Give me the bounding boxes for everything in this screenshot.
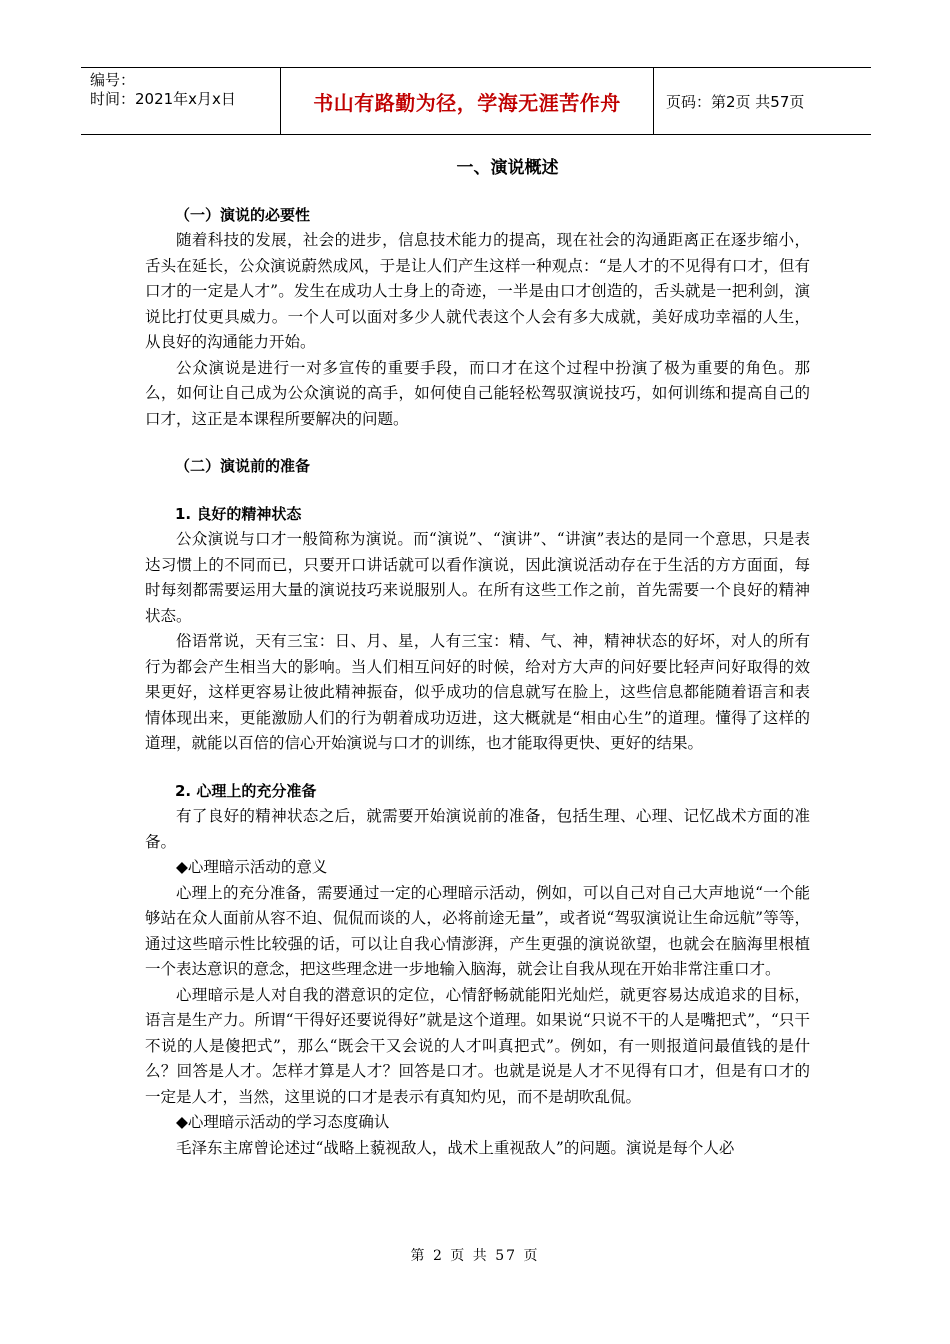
header-meta [81, 68, 281, 134]
subsection-heading-psychological-prep: 2. 心理上的充分准备 [175, 781, 317, 800]
paragraph: 公众演说是进行一对多宣传的重要手段，而口才在这个过程中扮演了极为重要的角色。那么，如何让自己成为公众演说的高手，如何使自己能轻松驾驭演说技巧，如何训练和提高自己的口才，这正是本课程所要解决的问题。 [145, 358, 810, 428]
paragraph: 公众演说与口才一般简称为演说。而“演说”、“演讲”、“讲演”表达的是同一个意思，只是表达习惯上的不同而已，只要开口讲话就可以看作演说，因此演说活动存在于生活的方方面面，每时每刻都需要运用大量的演说技巧来说服别人。在所有这些工作之前，首先需要一个良好的精神状态。 [145, 530, 810, 625]
paragraph: 毛泽东主席曾论述过“战略上藐视敌人，战术上重视敌人”的问题。演说是每个人必 [176, 1138, 735, 1157]
paragraph: 俗语常说，天有三宝：日、月、星，人有三宝：精、气、神，精神状态的好坏，对人的所有行为都会产生相当大的影响。当人们相互问好的时候，给对方大声的问好要比轻声问好取得的效果更好，这样更容易让彼此精神振奋，似乎成功的信息就写在脸上，这些信息都能随着语言和表情体现出来，更能激励人们的行为朝着成功迈进，这大概就是“相由心生”的道理。懂得了这样的道理，就能以百倍的信心开始演说与口才的训练，也才能取得更快、更好的结果。 [145, 632, 810, 752]
header-page-info: 页码：第2页 共57页 [666, 92, 805, 111]
page-header [81, 67, 871, 135]
paragraph: 心理暗示是人对自我的潜意识的定位，心情舒畅就能阳光灿烂，就更容易达成追求的目标，语言是生产力。所谓“干得好还要说得好”就是这个道理。如果说“只说不干的人是嘴把式”，“只干不说的人是傻把式”，那么“既会干又会说的人才叫真把式”。例如，有一则报道问最值钱的是什么？回答是人才。怎样才算是人才？回答是口才。也就是说是人才不见得有口才，但是有口才的一定是人才，当然，这里说的口才是表示有真知灼见，而不是胡吹乱侃。 [145, 985, 810, 1106]
bullet-item: ◆心理暗示活动的意义 [176, 858, 328, 876]
section-heading-preparation: （二）演说前的准备 [175, 457, 311, 475]
header-motto: 书山有路勤为径，学海无涯苦作舟 [281, 68, 654, 134]
paragraph: 有了良好的精神状态之后，就需要开始演说前的准备，包括生理、心理、记忆战术方面的准备。 [145, 807, 810, 851]
page-title: 一、演说概述 [456, 158, 559, 178]
paragraph: 随着科技的发展，社会的进步，信息技术能力的提高，现在社会的沟通距离正在逐步缩小，舌头在延长，公众演说蔚然成风，于是让人们产生这样一种观点：“是人才的不见得有口才，但有口才的一定是人才”。发生在成功人士身上的奇迹，一半是由口才创造的，舌头就是一把利剑，演说比打仗更具威力。一个人可以面对多少人就代表这个人会有多大成就，美好成功幸福的人生，从良好的沟通能力开始。 [145, 231, 810, 351]
page-footer: 第 2 页 共 57 页 [410, 1248, 540, 1264]
section-heading-necessity: （一）演说的必要性 [175, 205, 311, 224]
document-date: 时间：2021年x月x日 [90, 90, 236, 108]
paragraph: 心理上的充分准备，需要通过一定的心理暗示活动，例如，可以自己对自己大声地说“一个能够站在众人面前从容不迫、侃侃而谈的人，必将前途无量”，或者说“驾驭演说让生命远航”等等，通过这些暗示性比较强的话，可以让自我心情澎湃，产生更强的演说欲望，也就会在脑海里根植一个表达意识的意念，把这些理念进一步地输入脑海，就会让自我从现在开始非常注重口才。 [145, 883, 810, 978]
document-number-label: 编号： [90, 71, 136, 89]
subsection-heading-mental-state: 1. 良好的精神状态 [175, 504, 302, 523]
bullet-item: ◆心理暗示活动的学习态度确认 [176, 1113, 390, 1131]
document-body [145, 156, 810, 1161]
